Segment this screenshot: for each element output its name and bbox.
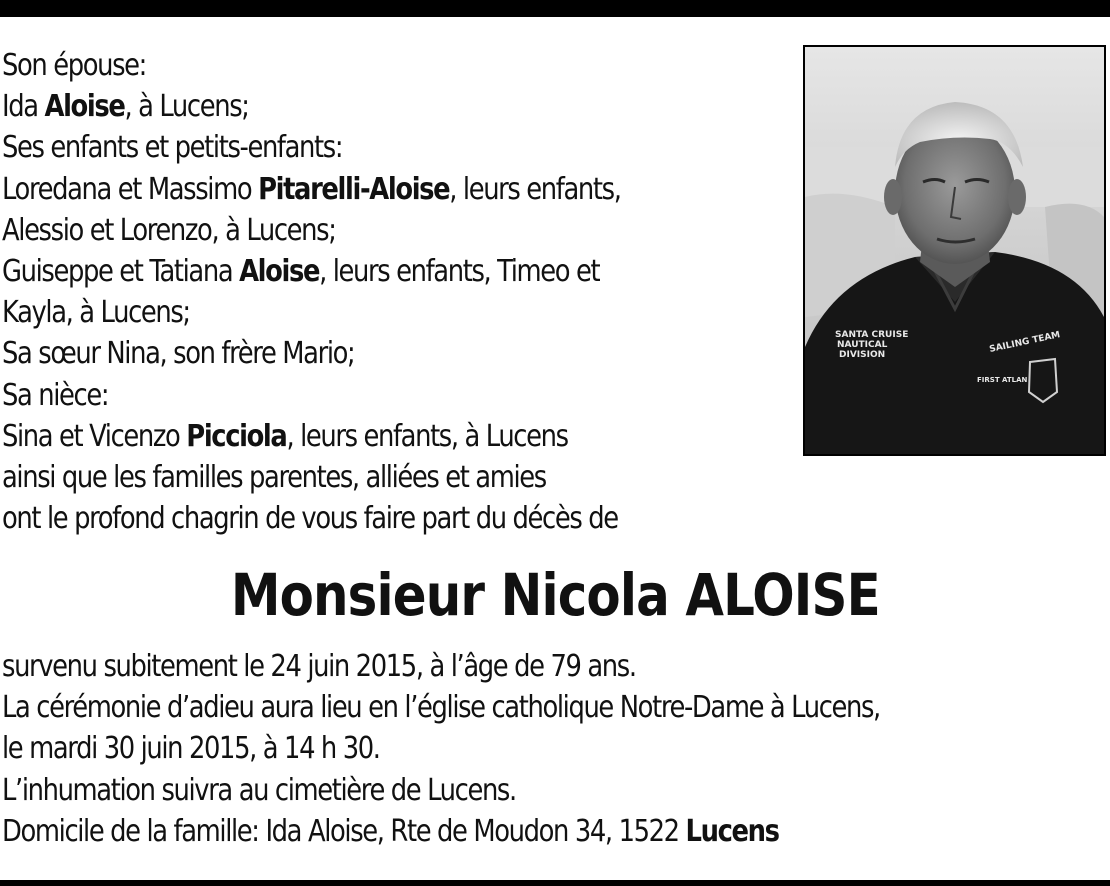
surname: Picciola [186,418,287,454]
text: La cérémonie d’adieu aura lieu en l’église catholique Notre-Dame à Lucens, [2,690,880,726]
shirt-text: SANTA CRUISE [835,330,909,340]
shirt-text: NAUTICAL [837,340,888,350]
text: Sa nièce: [2,377,109,413]
shirt-text: SAILING TEAM [988,330,1062,355]
funeral-details [2,646,1107,852]
portrait-photo [803,45,1106,456]
town: Lucens [685,813,779,849]
surname: Pitarelli-Aloise [258,171,450,207]
text: survenu subitement le 24 juin 2015, à l’âge de 79 ans. [2,649,636,684]
bottom-rule [0,880,1110,886]
line-niece [2,416,791,457]
surname: Aloise [239,253,320,289]
line-grandchildren-1 [2,210,791,251]
top-rule [0,0,1110,17]
text: Ida [2,89,45,125]
line-relatives [2,457,791,498]
text: ainsi que les familles parentes, alliées et amies [2,459,546,495]
text: ont le profond chagrin de vous faire part du décès de [2,501,618,537]
line-announcement [2,498,791,539]
shirt-text: FIRST ATLAN [977,376,1028,384]
text: L’inhumation suivra au cimetière de Lucens. [2,772,516,808]
deceased-name-text: Monsieur Nicola ALOISE [230,561,880,629]
line-spouse-heading [2,45,791,86]
text: , leurs enfants, à Lucens [286,418,568,454]
portrait-image [805,47,1104,454]
text: , leurs enfants, [449,171,621,207]
line-spouse [2,86,791,127]
line-child-1 [2,169,791,210]
text: Sina et Vicenzo [2,418,187,454]
family-announcement [2,45,791,539]
text: Kayla, à Lucens; [2,295,190,331]
line-ceremony [2,687,1107,728]
line-child-2 [2,251,791,292]
line-children-heading [2,127,791,168]
line-burial [2,770,1107,811]
text: Guiseppe et Tatiana [2,253,240,289]
text: Sa sœur Nina, son frère Mario; [2,336,355,372]
surname: Aloise [44,89,125,125]
line-address [2,811,1107,852]
shirt-text: DIVISION [839,350,886,360]
line-date-of-death [2,646,1107,687]
text: le mardi 30 juin 2015, à 14 h 30. [2,731,380,767]
text: , leurs enfants, Timeo et [319,253,600,289]
line-grandchildren-2 [2,292,791,333]
deceased-name [0,560,1110,630]
line-niece-heading [2,375,791,416]
text: Ses enfants et petits-enfants: [2,130,343,166]
text: Alessio et Lorenzo, à Lucens; [2,212,336,248]
line-siblings [2,333,791,374]
text: Loredana et Massimo [2,171,259,207]
text: Son épouse: [2,48,146,83]
text: Domicile de la famille: Ida Aloise, Rte de Moudon 34, 1522 [2,813,686,849]
line-ceremony-date [2,728,1107,769]
text: , à Lucens; [124,89,249,125]
